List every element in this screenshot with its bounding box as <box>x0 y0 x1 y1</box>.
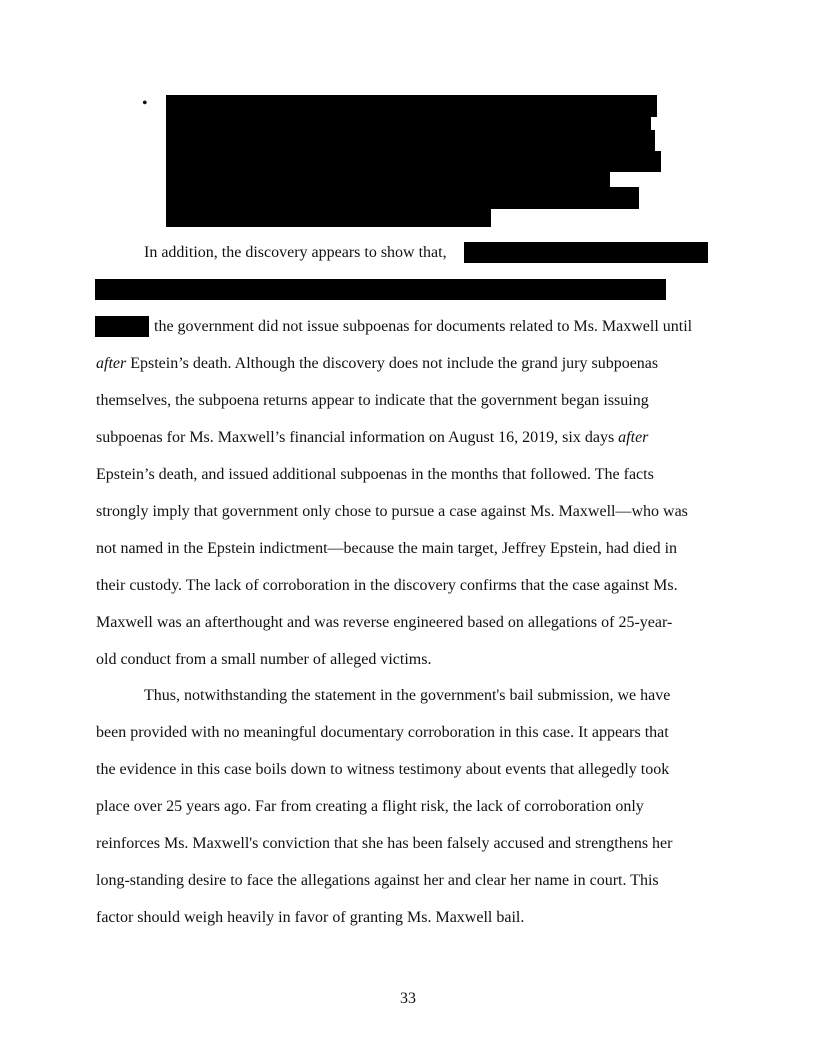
emphasis-text: after <box>618 429 649 446</box>
paragraph-line: themselves, the subpoena returns appear to indicate that the government began issuing <box>96 392 649 409</box>
paragraph-line: their custody. The lack of corroboration in the discovery confirms that the case against Ms. <box>96 577 678 594</box>
paragraph-line: place over 25 years ago. Far from creating a flight risk, the lack of corroboration only <box>96 798 644 815</box>
paragraph-line: the government did not issue subpoenas for documents related to Ms. Maxwell until <box>154 318 693 335</box>
paragraph-line: the evidence in this case boils down to witness testimony about events that allegedly took <box>96 761 670 778</box>
paragraph-line: old conduct from a small number of alleged victims. <box>96 651 432 668</box>
paragraph-line: Maxwell was an afterthought and was reverse engineered based on allegations of 25-year- <box>96 614 673 631</box>
redaction-block <box>166 151 661 172</box>
paragraph-text: Epstein’s death. Although the discovery does not include the grand jury subpoenas <box>126 355 659 372</box>
paragraph-line: been provided with no meaningful documentary corroboration in this case. It appears that <box>96 724 669 741</box>
paragraph-line: factor should weigh heavily in favor of granting Ms. Maxwell bail. <box>96 909 525 926</box>
redaction-inline <box>95 316 149 337</box>
redaction-block <box>166 171 610 188</box>
paragraph-line <box>96 428 648 448</box>
bullet-marker: • <box>142 95 148 112</box>
paragraph-line: strongly imply that government only chose to pursue a case against Ms. Maxwell—who was <box>96 503 688 520</box>
paragraph-line: long-standing desire to face the allegations against her and clear her name in court. This <box>96 872 659 889</box>
page-number: 33 <box>400 990 416 1007</box>
paragraph-line: not named in the Epstein indictment—because the main target, Jeffrey Epstein, had died in <box>96 540 678 557</box>
paragraph-text: subpoenas for Ms. Maxwell’s financial information on August 16, 2019, six days <box>96 429 619 446</box>
paragraph-line: Epstein’s death, and issued additional subpoenas in the months that followed. The facts <box>96 466 654 483</box>
paragraph-line: Thus, notwithstanding the statement in the government's bail submission, we have <box>144 687 671 704</box>
paragraph-line: reinforces Ms. Maxwell's conviction that she has been falsely accused and strengthens her <box>96 835 673 852</box>
redaction-block <box>166 187 639 209</box>
redaction-block <box>166 95 657 117</box>
redaction-block <box>166 130 655 152</box>
redaction-block <box>166 208 491 227</box>
redaction-line <box>95 279 666 300</box>
paragraph-line <box>96 354 658 374</box>
emphasis-text: after <box>96 355 127 372</box>
redaction-inline <box>464 242 708 263</box>
paragraph-line: In addition, the discovery appears to show that, <box>144 244 447 261</box>
